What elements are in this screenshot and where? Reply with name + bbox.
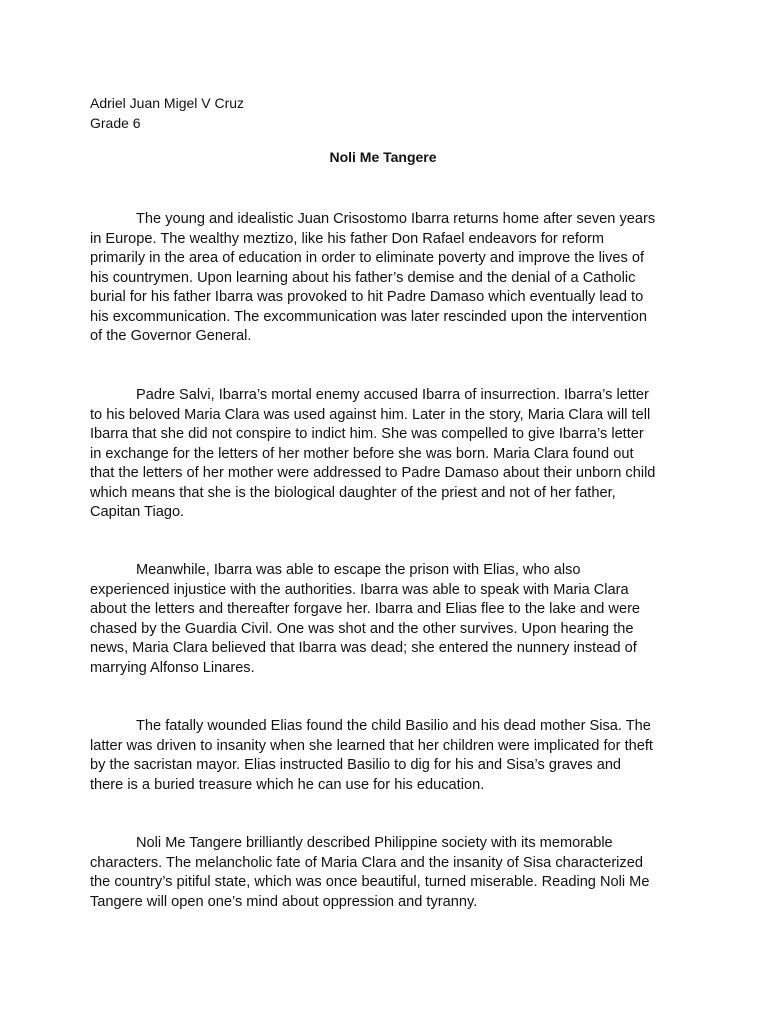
paragraph-line: his countrymen. Upon learning about his father’s demise and the denial of a Catholic [90,269,636,286]
paragraph-5 [90,834,686,912]
author-grade: Grade 6 [90,115,141,131]
paragraph-4 [90,717,686,795]
paragraph-line: experienced injustice with the authorities. Ibarra was able to speak with Maria Clara [90,581,629,598]
paragraph-line: news, Maria Clara believed that Ibarra was dead; she entered the nunnery instead of [90,640,637,656]
paragraph-line: chased by the Guardia Civil. One was shot and the other survives. Upon hearing the [90,620,634,637]
paragraph-line: the country’s pitiful state, which was once beautiful, turned miserable. Reading Noli Me [90,874,650,890]
paragraph-line: latter was driven to insanity when she learned that her children were implicated for theft [90,737,653,754]
paragraph-line: Tangere will open one’s mind about oppression and tyranny. [90,893,478,910]
author-block [90,93,244,133]
document-title-container [0,147,768,167]
paragraph-line: Ibarra that she did not conspire to indict him. She was compelled to give Ibarra’s letter [90,426,644,442]
paragraph-line: which means that she is the biological daughter of the priest and not of her father, [90,484,616,501]
paragraph-line: about the letters and thereafter forgave her. Ibarra and Elias flee to the lake and were [90,601,641,617]
paragraph-1 [90,210,686,347]
paragraph-line: of the Governor General. [90,328,252,344]
paragraph-line: in exchange for the letters of her mother before she was born. Maria Clara found out [90,445,634,462]
paragraph-line: Meanwhile, Ibarra was able to escape the prison with Elias, who also [136,562,581,578]
paragraph-line: his excommunication. The excommunication was later rescinded upon the intervention [90,308,648,325]
paragraph-line: Capitan Tiago. [90,504,185,520]
paragraph-3 [90,561,686,678]
paragraph-line: by the sacristan mayor. Elias instructed Basilio to dig for his and Sisa’s graves and [90,757,622,773]
paragraph-line: The young and idealistic Juan Crisostomo Ibarra returns home after seven years [136,211,656,227]
paragraph-line: to his beloved Maria Clara was used against him. Later in the story, Maria Clara will tell [90,406,651,423]
paragraph-line: that the letters of her mother were addressed to Padre Damaso about their unborn child [90,465,656,481]
paragraph-line: primarily in the area of education in order to eliminate poverty and improve the lives of [90,250,645,266]
paragraph-line: Noli Me Tangere brilliantly described Philippine society with its memorable [136,835,613,851]
paragraph-line: in Europe. The wealthy meztizo, like his father Don Rafael endeavors for reform [90,230,605,247]
paragraph-line: burial for his father Ibarra was provoked to hit Padre Damaso which eventually lead to [90,289,644,305]
author-name: Adriel Juan Migel V Cruz [90,95,245,111]
document-title: Noli Me Tangere [329,149,437,165]
paragraph-2 [90,386,686,523]
paragraph-line: there is a buried treasure which he can use for his education. [90,776,485,793]
paragraph-line: The fatally wounded Elias found the child Basilio and his dead mother Sisa. The [136,718,651,734]
paragraph-line: marrying Alfonso Linares. [90,659,255,676]
paragraph-line: characters. The melancholic fate of Maria Clara and the insanity of Sisa characterized [90,854,643,871]
paragraph-line: Padre Salvi, Ibarra’s mortal enemy accused Ibarra of insurrection. Ibarra’s letter [136,387,649,403]
